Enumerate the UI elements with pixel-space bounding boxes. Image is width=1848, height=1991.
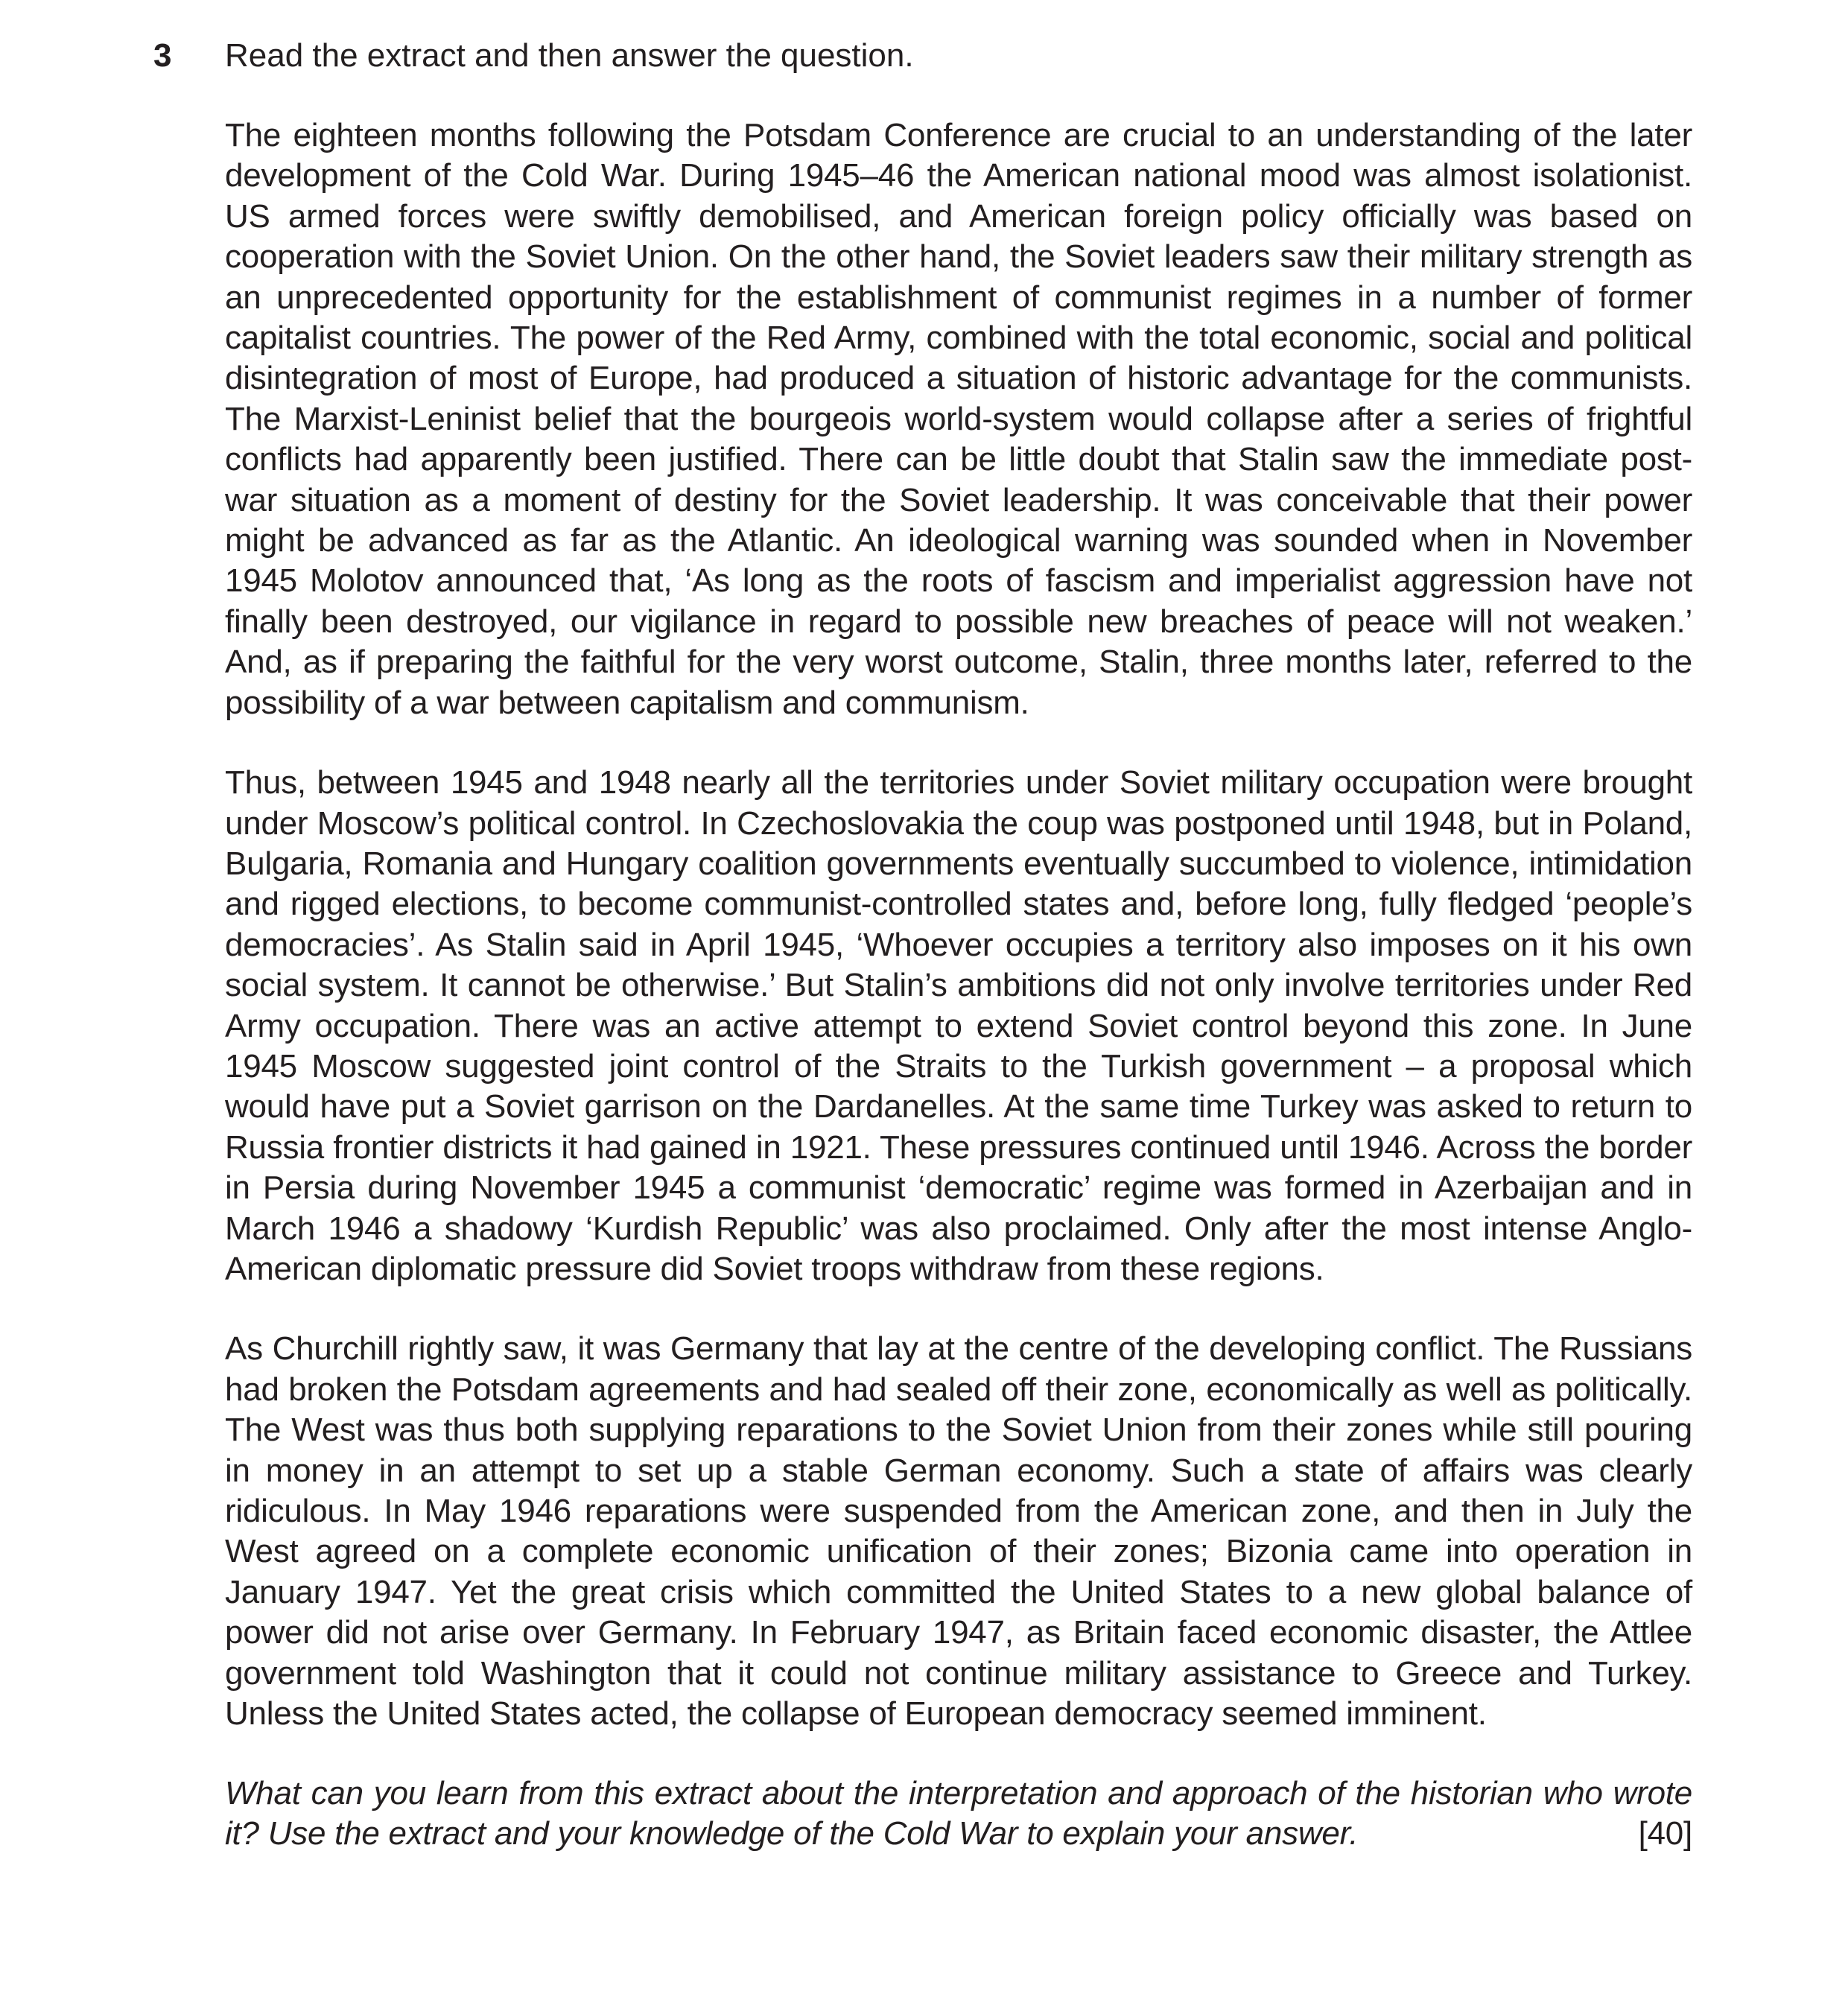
question-instruction: Read the extract and then answer the question. — [225, 37, 914, 74]
question-body — [225, 36, 1692, 1854]
extract-paragraph-3: As Churchill rightly saw, it was Germany that lay at the centre of the developing conflict. The Russians had broken the Potsdam agreements and had sealed off their zone, economically as well as politically. The West was thus both supplying reparations to the Soviet Union from their zones while still pouring in money in an attempt to set up a stable German economy. Such a state of affairs was clearly ridiculous. In May 1946 reparations were suspended from the American zone, and then in July the West agreed on a complete economic unification of their zones; Bizonia came into operation in January 1947. Yet the great crisis which committed the United States to a new global balance of power did not arise over Germany. In February 1947, as Britain faced economic disaster, the Attlee government told Washington that it could not continue military assistance to Greece and Turkey. Unless the United States acted, the collapse of European democracy seemed imminent. — [225, 1330, 1692, 1733]
question-number: 3 — [153, 37, 172, 74]
question-prompt — [225, 1774, 1692, 1854]
question-prompt-text: What can you learn from this extract about the interpretation and approach of the historian who wrote it? Use the extract and your knowledge of the Cold War to explain your answer. — [225, 1775, 1692, 1852]
marks-allocation: [40] — [1638, 1815, 1692, 1852]
extract — [225, 115, 1692, 1734]
extract-paragraph-1: The eighteen months following the Potsdam Conference are crucial to an understanding of the later development of the Cold War. During 1945–46 the American national mood was almost isolationist. US armed forces were swiftly demobilised, and American foreign policy officially was based on cooperation with the Soviet Union. On the other hand, the Soviet leaders saw their military strength as an unprecedented opportunity for the establishment of communist regimes in a number of former capitalist countries. The power of the Red Army, combined with the total economic, social and political disintegration of most of Europe, had produced a situation of historic advantage for the communists. The Marxist-Leninist belief that the bourgeois world-system would collapse after a series of frightful conflicts had apparently been justified. There can be little doubt that Stalin saw the immediate post-war situation as a moment of destiny for the Soviet leadership. It was conceivable that their power might be advanced as far as the Atlantic. An ideological warning was sounded when in November 1945 Molotov announced that, ‘As long as the roots of fascism and imperialist aggression have not finally been destroyed, our vigilance in regard to possible new breaches of peace will not weaken.’ And, as if preparing the faithful for the very worst outcome, Stalin, three months later, referred to the possibility of a war between capitalism and communism. — [225, 117, 1692, 721]
extract-paragraph-2: Thus, between 1945 and 1948 nearly all the territories under Soviet military occupation were brought under Moscow’s political control. In Czechoslovakia the coup was postponed until 1948, but in Poland, Bulgaria, Romania and Hungary coalition governments eventually succumbed to violence, intimidation and rigged elections, to become communist-controlled states and, before long, fully fledged ‘people’s democracies’. As Stalin said in April 1945, ‘Whoever occupies a territory also imposes on it his own social system. It cannot be otherwise.’ But Stalin’s ambitions did not only involve territories under Red Army occupation. There was an active attempt to extend Soviet control beyond this zone. In June 1945 Moscow suggested joint control of the Straits to the Turkish government – a proposal which would have put a Soviet garrison on the Dardanelles. At the same time Turkey was asked to return to Russia frontier districts it had gained in 1921. These pressures continued until 1946. Across the border in Persia during November 1945 a communist ‘democratic’ regime was formed in Azerbaijan and in March 1946 a shadowy ‘Kurdish Republic’ was also proclaimed. Only after the most intense Anglo-American diplomatic pressure did Soviet troops withdraw from these regions. — [225, 764, 1692, 1287]
